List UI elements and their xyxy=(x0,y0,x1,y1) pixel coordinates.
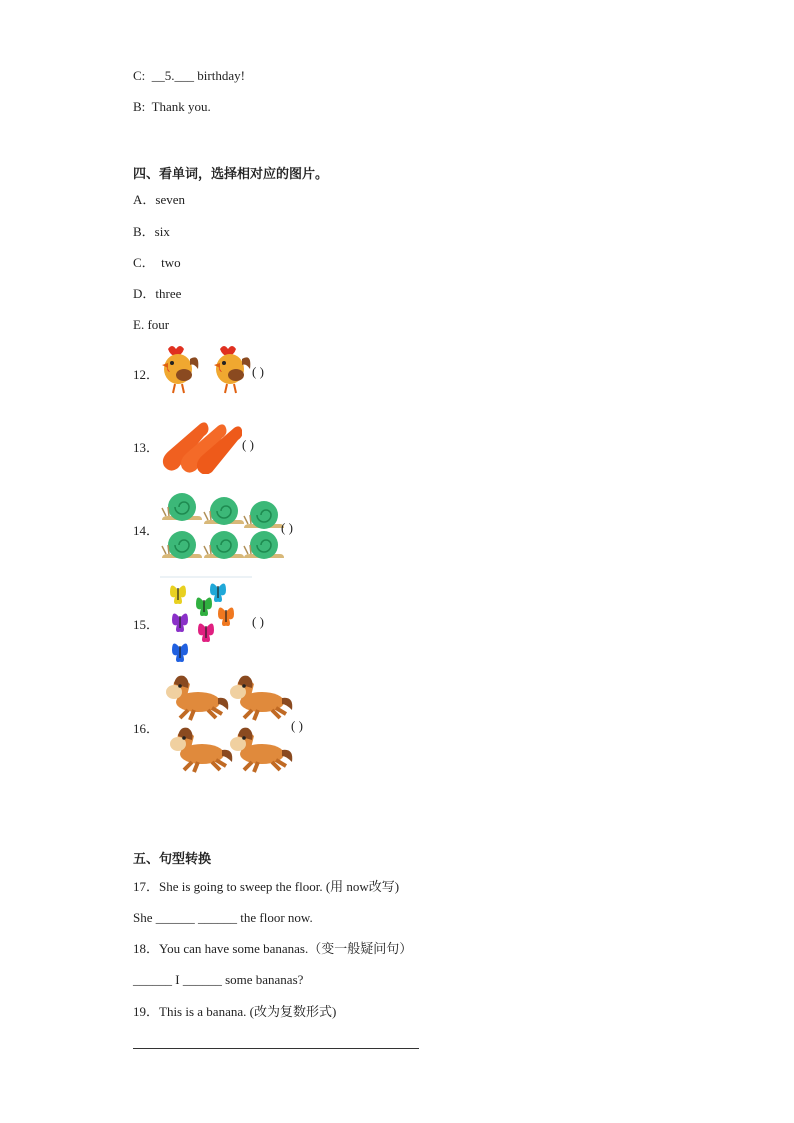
chickens-picture xyxy=(160,343,256,397)
answer-blank-14[interactable]: ( ) xyxy=(281,520,293,535)
question-12-number: 12． xyxy=(133,367,160,382)
question-19: 19．This is a banana. (改为复数形式) xyxy=(133,1004,337,1019)
dialog-text: Thank you. xyxy=(151,99,211,114)
horse-icon xyxy=(230,676,292,720)
butterfly-icon xyxy=(210,583,226,602)
butterfly-icon xyxy=(218,607,234,626)
question-16-number: 16． xyxy=(133,721,160,736)
option-label: C． xyxy=(133,255,155,270)
chicken-icon xyxy=(214,346,250,393)
snail-icon xyxy=(244,501,284,529)
butterflies-picture xyxy=(160,576,254,668)
option-word: four xyxy=(147,317,170,332)
snails-picture xyxy=(160,490,284,562)
answer-blank-16[interactable]: ( ) xyxy=(291,718,303,733)
snail-icon xyxy=(204,531,244,559)
snail-icon xyxy=(204,497,244,525)
option-label: B． xyxy=(133,224,155,239)
question-13-number: 13． xyxy=(133,440,160,455)
chicken-icon xyxy=(162,346,198,393)
section4-title: 四、看单词，选择相对应的图片。 xyxy=(133,167,329,182)
butterfly-icon xyxy=(172,613,188,632)
answer-blank-12[interactable]: ( ) xyxy=(252,364,264,379)
option-label: E. xyxy=(133,317,145,332)
question-17: 17．She is going to sweep the floor. (用 now改写) xyxy=(133,879,400,894)
butterfly-icon xyxy=(170,585,186,604)
option-word: two xyxy=(161,255,181,270)
horse-icon xyxy=(230,728,292,772)
speaker-label: B: xyxy=(133,99,146,114)
butterfly-icon xyxy=(172,643,188,662)
option-e xyxy=(133,317,169,333)
option-label: A． xyxy=(133,192,156,207)
dialog-line-b xyxy=(133,99,211,115)
dialog-text: __5.___ birthday! xyxy=(151,68,245,83)
horses-picture xyxy=(160,672,294,776)
question-15-number: 15． xyxy=(133,617,160,632)
snail-icon xyxy=(162,493,202,521)
option-word: six xyxy=(154,224,170,239)
answer-17-fill[interactable]: She ______ ______ the floor now. xyxy=(133,910,313,925)
option-a xyxy=(133,192,185,208)
horse-icon xyxy=(166,676,228,720)
dialog-line-c xyxy=(133,68,245,84)
question-18: 18．You can have some bananas.（变一般疑问句） xyxy=(133,941,413,956)
snail-icon xyxy=(162,531,202,559)
butterfly-icon xyxy=(196,597,212,616)
option-d xyxy=(133,286,181,302)
butterfly-icon xyxy=(198,623,214,642)
answer-blank-13[interactable]: ( ) xyxy=(242,437,254,452)
answer-blank-15[interactable]: ( ) xyxy=(252,614,264,629)
carrots-picture xyxy=(160,416,242,474)
snail-icon xyxy=(244,531,284,559)
option-word: seven xyxy=(155,192,185,207)
option-c xyxy=(133,255,181,271)
option-b xyxy=(133,224,170,240)
answer-18-fill[interactable]: ______ I ______ some bananas? xyxy=(133,972,304,987)
option-word: three xyxy=(155,286,182,301)
horse-icon xyxy=(170,728,232,772)
option-label: D． xyxy=(133,286,156,301)
answer-19-line[interactable] xyxy=(133,1048,419,1049)
section5-title: 五、句型转换 xyxy=(133,852,212,867)
speaker-label: C: xyxy=(133,68,146,83)
question-14-number: 14． xyxy=(133,523,160,538)
